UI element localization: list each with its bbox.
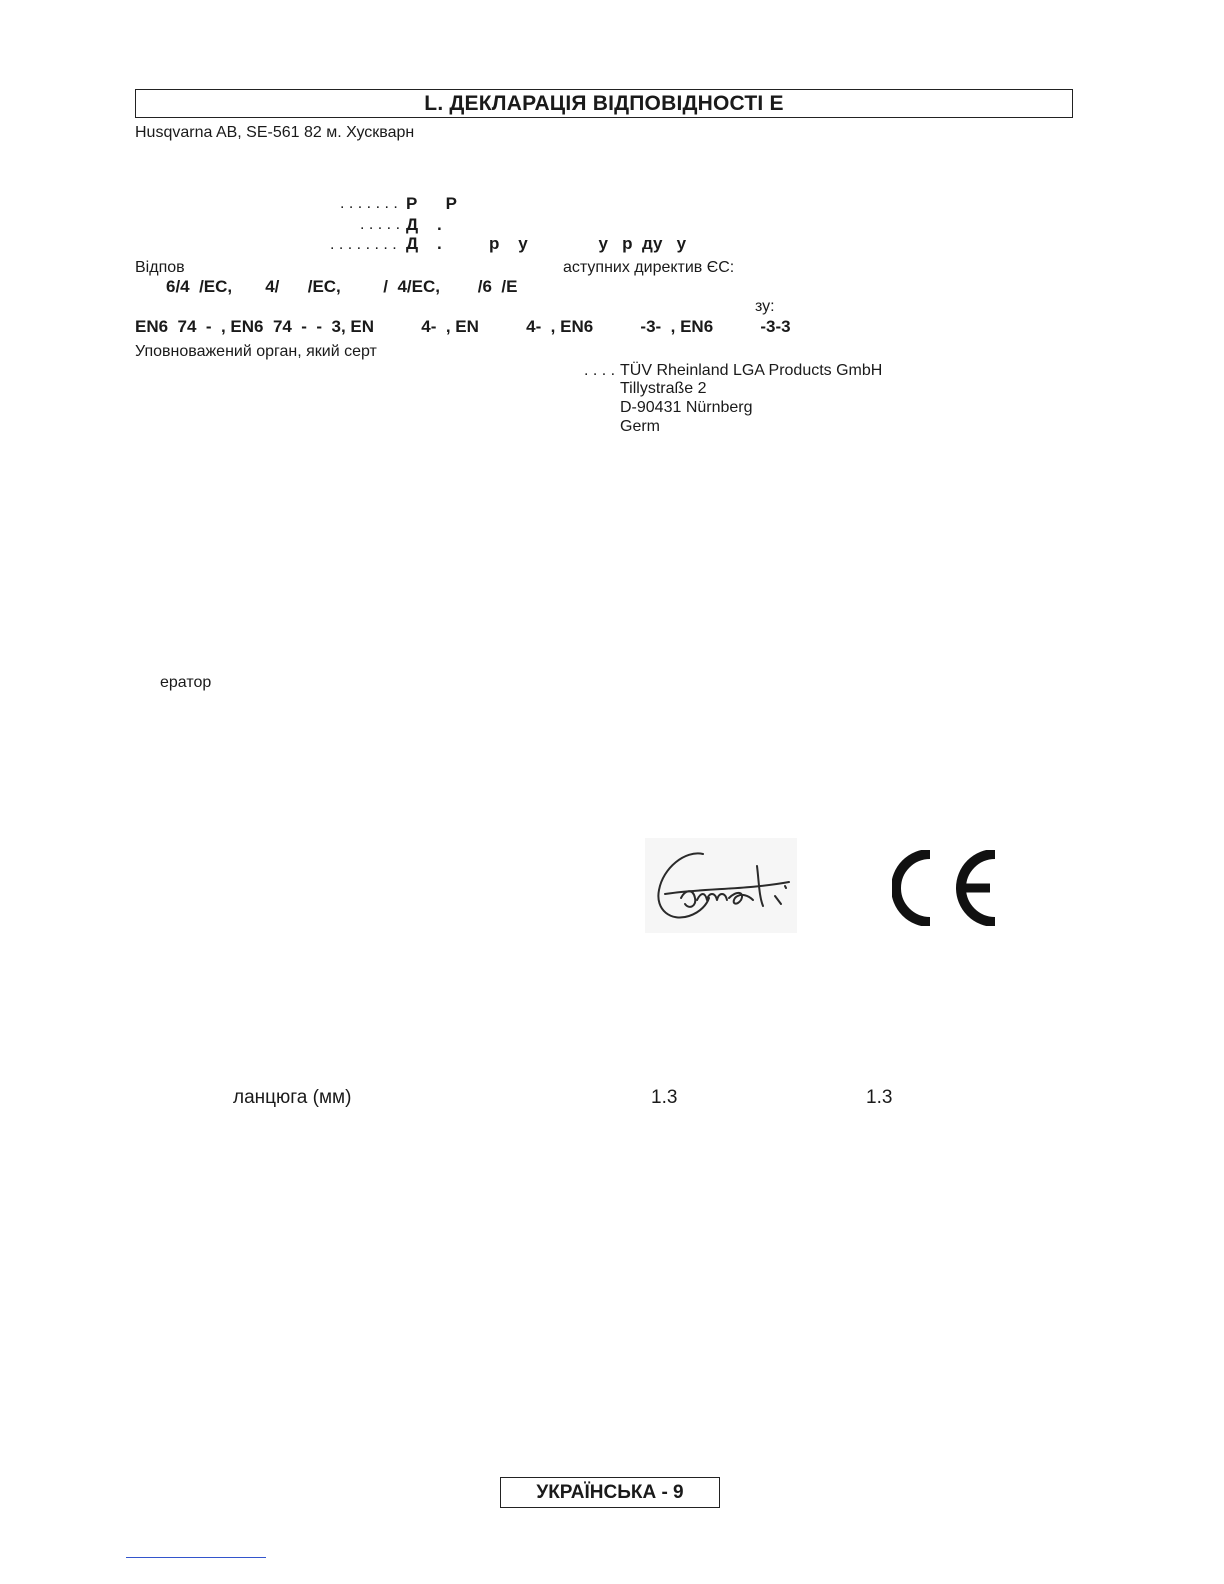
notified-body-street: Tillystraße 2 <box>620 380 707 397</box>
standards-list: EN6 74 - , EN6 74 - - 3, EN 4- , EN 4- , EN6 -3- , EN6 -3-3 <box>135 317 791 336</box>
product-line-3-value: Д . р у у р ду у <box>406 234 687 253</box>
page-title: L. ДЕКЛАРАЦІЯ ВІДПОВІДНОСТІ Е <box>424 91 784 115</box>
notified-body-name: TÜV Rheinland LGA Products GmbH <box>620 362 883 379</box>
notified-body-city: D-90431 Nürnberg <box>620 399 753 416</box>
notified-body-country: Germ <box>620 418 660 435</box>
footer-box <box>500 1477 720 1508</box>
product-line-2-value: Д . <box>406 215 442 234</box>
ce-mark-icon <box>892 850 1000 926</box>
bottom-link-line <box>126 1557 266 1558</box>
title-box <box>135 89 1073 118</box>
page-number-label: УКРАЇНСЬКА - 9 <box>536 1481 684 1503</box>
notified-body-dots: . . . . <box>584 362 616 379</box>
chain-label: ланцюга (мм) <box>233 1087 352 1108</box>
chain-value-1: 1.3 <box>651 1087 678 1108</box>
conformity-text-right: аступних директив ЄС: <box>563 259 735 276</box>
directives-list: 6/4 /EC, 4/ /EC, / 4/EC, /6 /E <box>166 277 518 296</box>
manufacturer-line: Husqvarna AB, SE-561 82 м. Хускварн <box>135 124 415 141</box>
product-line-3-dots: . . . . . . . . <box>330 236 397 253</box>
notified-body-label: Уповноважений орган, який серт <box>135 343 377 360</box>
signature-image <box>645 838 797 933</box>
product-line-1-dots: . . . . . . . <box>340 195 398 212</box>
product-line-1-value: Р Р <box>406 194 458 213</box>
product-line-2-dots: . . . . . <box>360 216 401 233</box>
operator-text: ератор <box>160 674 212 691</box>
chain-value-2: 1.3 <box>866 1087 893 1108</box>
standards-tail-text: зу: <box>755 298 775 315</box>
conformity-text-left: Відпов <box>135 259 185 276</box>
